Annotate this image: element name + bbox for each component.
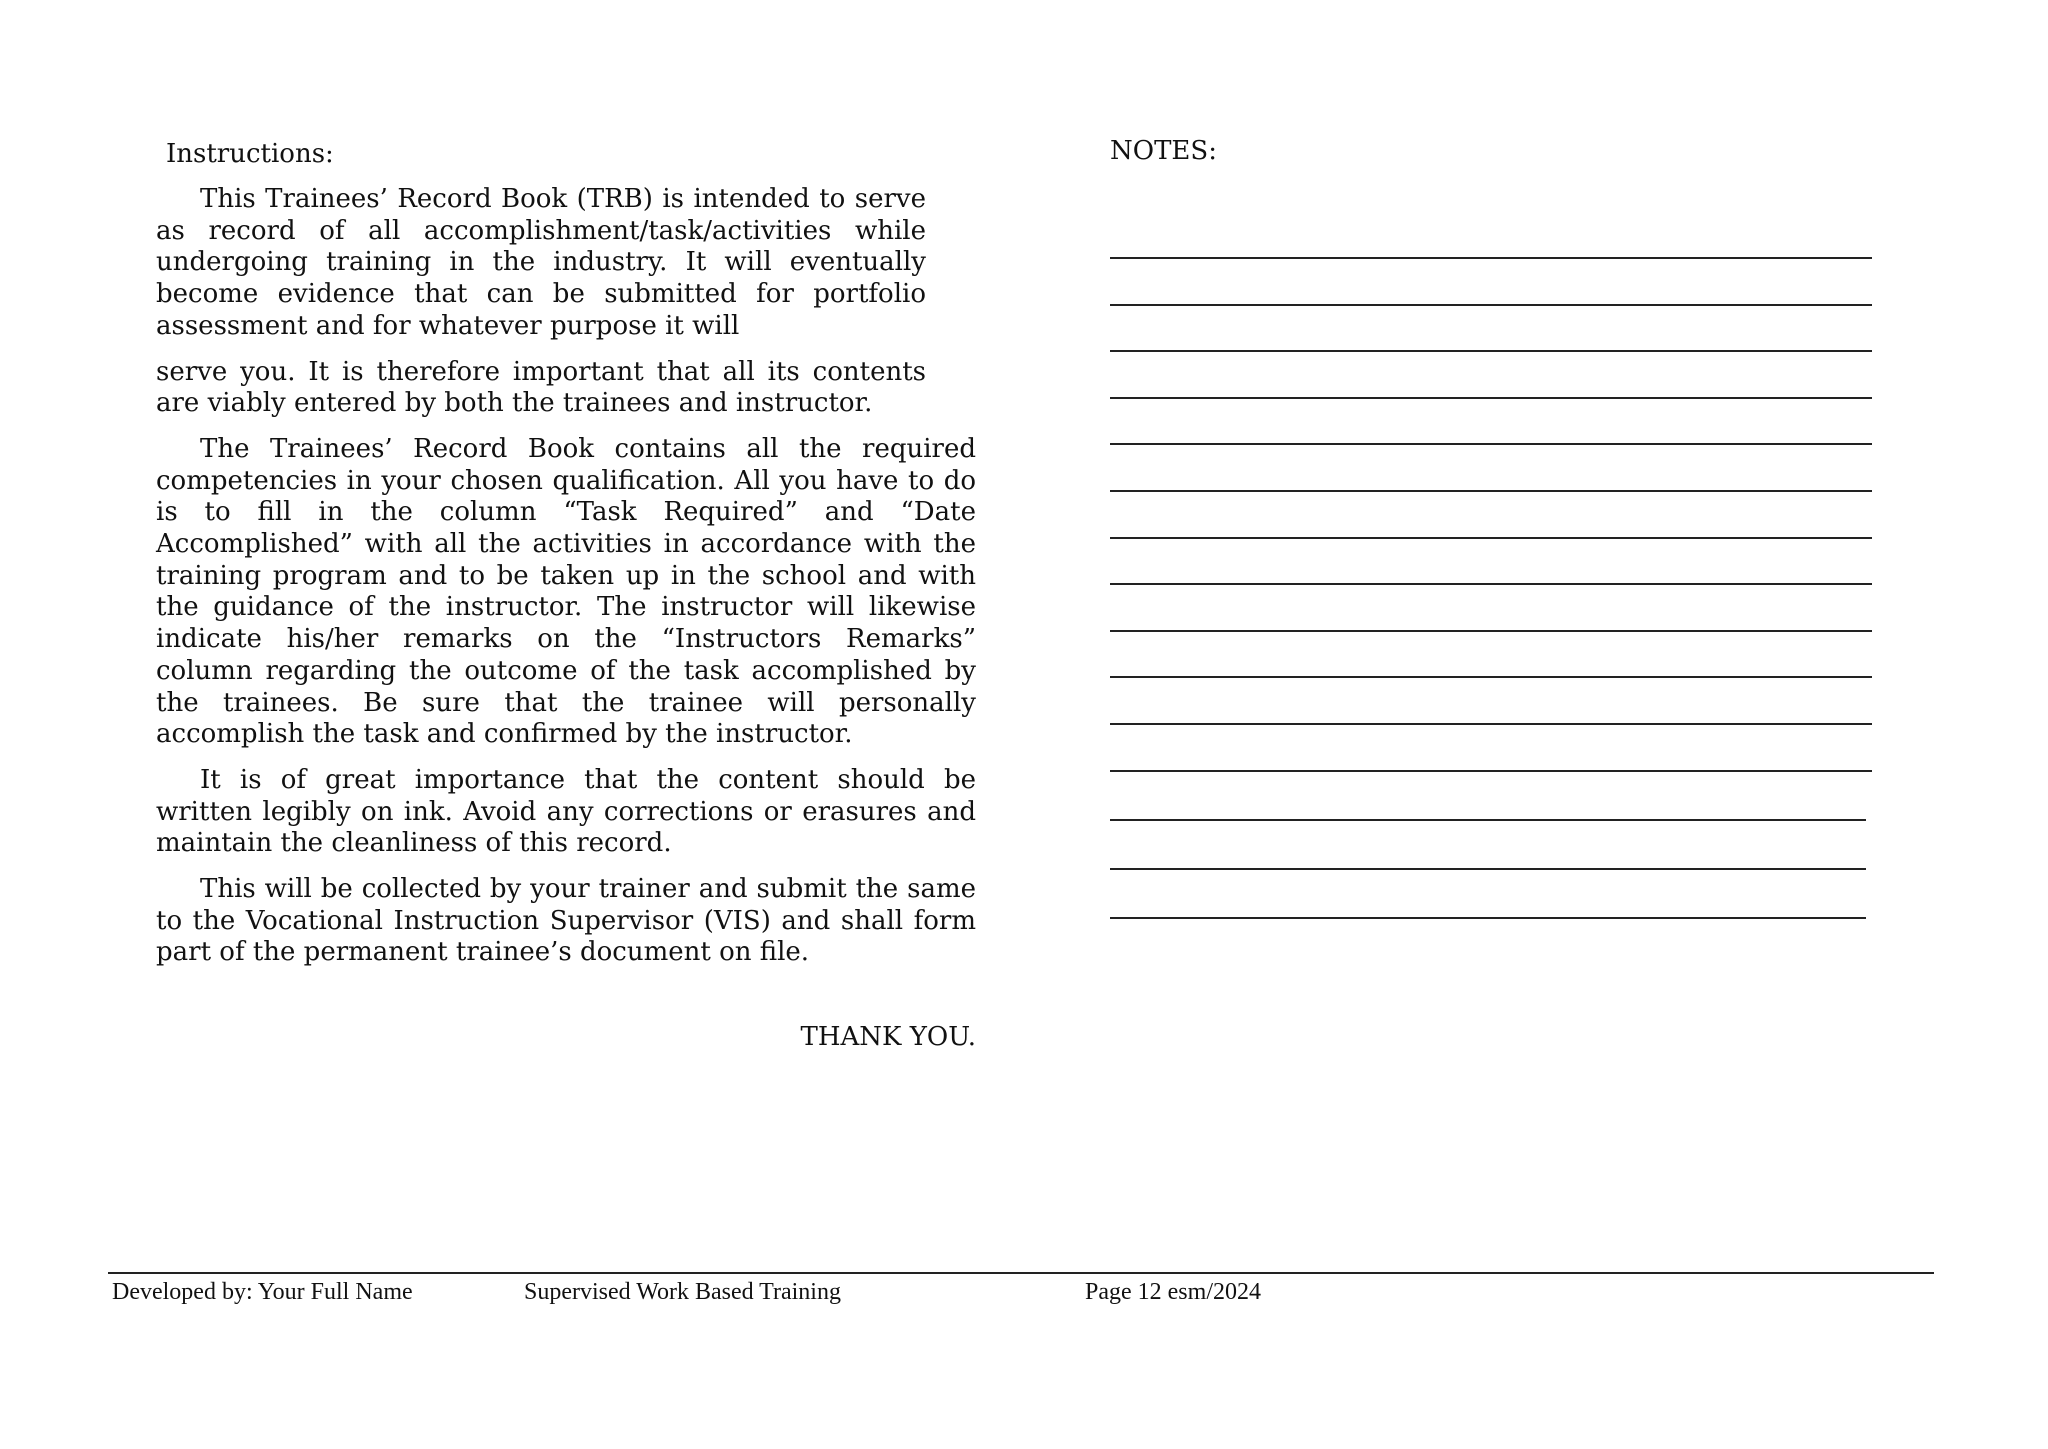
footer-divider [108, 1272, 1934, 1274]
footer-page-number: Page 12 esm/2024 [1085, 1279, 1261, 1305]
thank-you-closing: THANK YOU. [800, 1022, 976, 1053]
notes-blank-line [1110, 537, 1872, 539]
footer-program: Supervised Work Based Training [524, 1279, 841, 1305]
instructions-section [156, 138, 976, 1053]
notes-blank-line [1110, 583, 1872, 585]
footer-developed-by: Developed by: Your Full Name [112, 1279, 413, 1305]
instructions-paragraph-2: The Trainees’ Record Book contains all the required competencies in your chosen qualification. All you have to do is to fill in the column “Task Required” and “Date Accomplished” with all the activities in accordance with the training program and to be taken up in the school and with the guidance of the instructor. The instructor will likewise indicate his/her remarks on the “Instructors Remarks” column regarding the outcome of the task accomplished by the trainees. Be sure that the trainee will personally accomplish the task and confirmed by the instructor. [156, 433, 976, 750]
notes-blank-line [1110, 917, 1866, 919]
notes-blank-line [1110, 490, 1872, 492]
notes-blank-line [1110, 676, 1872, 678]
instructions-paragraph-3: It is of great importance that the content should be written legibly on ink. Avoid any corrections or erasures and maintain the cleanliness of this record. [156, 764, 976, 859]
instructions-title: Instructions: [166, 139, 334, 169]
notes-blank-line [1110, 257, 1872, 259]
notes-blank-line [1110, 397, 1872, 399]
notes-blank-line [1110, 304, 1872, 306]
notes-blank-line [1110, 630, 1872, 632]
notes-blank-line [1110, 443, 1872, 445]
notes-blank-line [1110, 819, 1866, 821]
notes-blank-line [1110, 868, 1866, 870]
instructions-paragraph-1-continued: serve you. It is therefore important that all its contents are viably entered by both the trainees and instructor. [156, 356, 926, 419]
notes-blank-line [1110, 350, 1872, 352]
notes-blank-line [1110, 770, 1872, 772]
instructions-paragraph-1: This Trainees’ Record Book (TRB) is intended to serve as record of all accomplishment/task/activities while undergoing training in the industry. It will eventually become evidence that can be submitted for portfolio assessment and for whatever purpose it will [156, 184, 926, 341]
notes-title: NOTES: [1110, 136, 1217, 166]
instructions-paragraph-4: This will be collected by your trainer and submit the same to the Vocational Instruction Supervisor (VIS) and shall form part of the permanent trainee’s document on file. [156, 874, 976, 968]
notes-blank-line [1110, 723, 1872, 725]
